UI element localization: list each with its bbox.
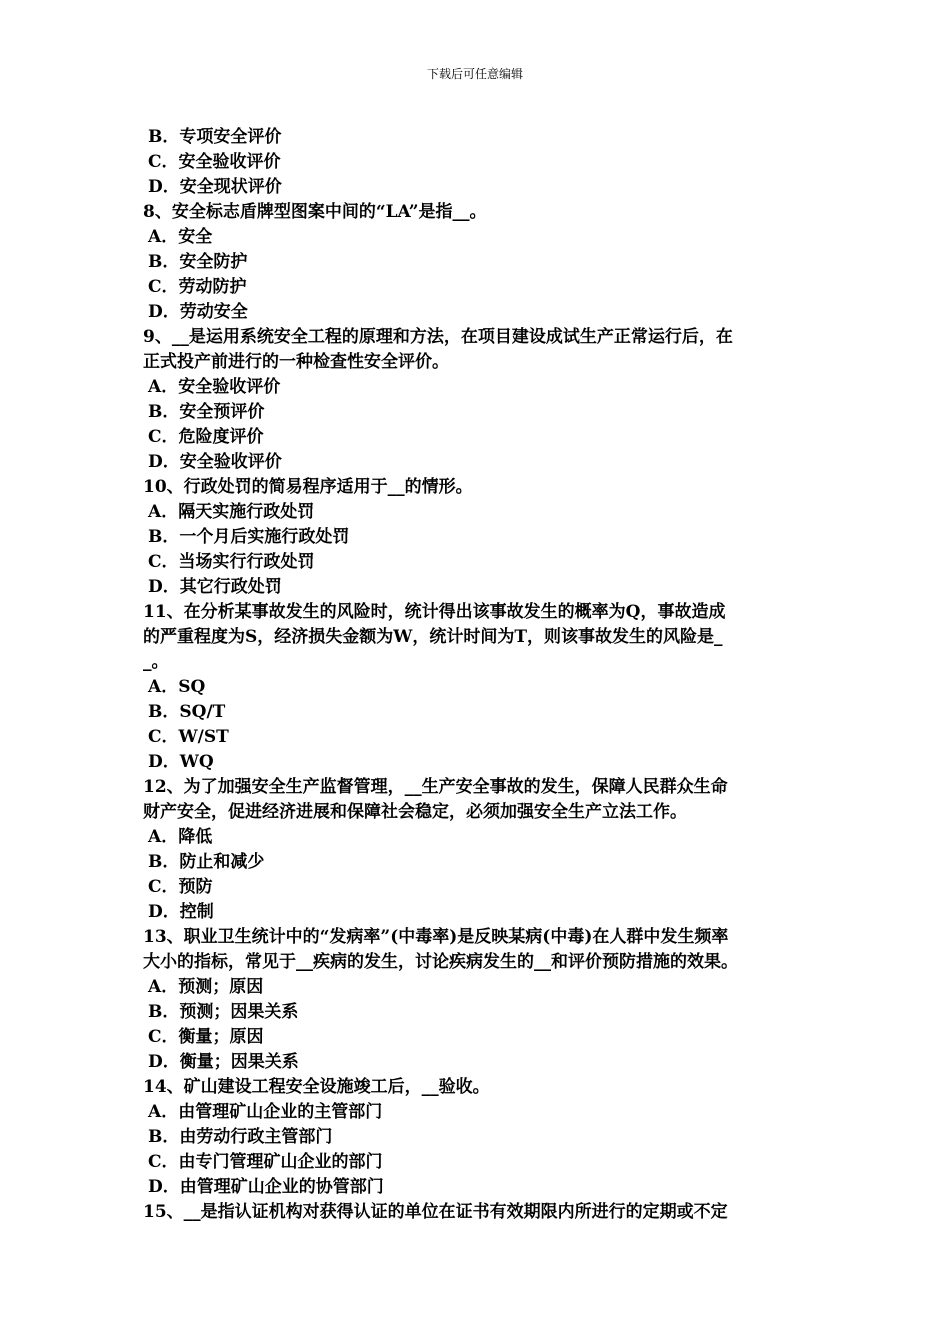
answer-option: C．当场实行行政处罚 <box>148 552 315 572</box>
question-text: 15、__是指认证机构对获得认证的单位在证书有效期限内所进行的定期或不定 <box>143 1202 728 1222</box>
answer-option: C．安全验收评价 <box>148 152 281 172</box>
question-text: 财产安全，促进经济进展和保障社会稳定，必须加强安全生产立法工作。 <box>143 802 687 822</box>
question-text: 大小的指标，常见于__疾病的发生，讨论疾病发生的__和评价预防措施的效果。 <box>143 952 738 972</box>
question-text: 10、行政处罚的简易程序适用于__的情形。 <box>143 477 473 497</box>
answer-option: B．预测；因果关系 <box>148 1002 299 1022</box>
answer-option: A．SQ <box>148 677 206 697</box>
question-text: 13、职业卫生统计中的“发病率”(中毒率)是反映某病(中毒)在人群中发生频率 <box>143 927 729 947</box>
question-text: 12、为了加强安全生产监督管理，__生产安全事故的发生，保障人民群众生命 <box>143 777 728 797</box>
question-text: _。 <box>143 652 169 672</box>
question-text: 9、__是运用系统安全工程的原理和方法，在项目建设成试生产正常运行后，在 <box>143 327 733 347</box>
answer-option: B．安全防护 <box>148 252 248 272</box>
answer-option: D．衡量；因果关系 <box>148 1052 299 1072</box>
question-text: 的严重程度为S，经济损失金额为W，统计时间为T，则该事故发生的风险是_ <box>143 627 723 647</box>
answer-option: C．危险度评价 <box>148 427 264 447</box>
page-header: 下载后可任意编辑 <box>426 67 523 81</box>
answer-option: A．隔天实施行政处罚 <box>148 502 315 522</box>
answer-option: A．安全 <box>148 227 213 247</box>
answer-option: B．一个月后实施行政处罚 <box>148 527 350 547</box>
answer-option: D．控制 <box>148 902 214 922</box>
answer-option: D．WQ <box>148 752 214 772</box>
answer-option: C．劳动防护 <box>148 277 247 297</box>
answer-option: D．安全现状评价 <box>148 177 282 197</box>
answer-option: B．安全预评价 <box>148 402 265 422</box>
answer-option: B．防止和减少 <box>148 852 265 872</box>
answer-option: D．由管理矿山企业的协管部门 <box>148 1177 384 1197</box>
question-text: 14、矿山建设工程安全设施竣工后，__验收。 <box>143 1077 490 1097</box>
answer-option: B．SQ/T <box>148 702 226 722</box>
answer-option: C．W/ST <box>148 727 229 747</box>
answer-option: C．预防 <box>148 877 213 897</box>
answer-option: C．由专门管理矿山企业的部门 <box>148 1152 383 1172</box>
answer-option: A．降低 <box>148 827 213 847</box>
answer-option: D．安全验收评价 <box>148 452 282 472</box>
answer-option: A．安全验收评价 <box>148 377 281 397</box>
answer-option: A．由管理矿山企业的主管部门 <box>148 1102 383 1122</box>
answer-option: D．其它行政处罚 <box>148 577 282 597</box>
question-text: 正式投产前进行的一种检查性安全评价。 <box>143 352 449 372</box>
answer-option: A．预测；原因 <box>148 977 264 997</box>
question-text: 11、在分析某事故发生的风险时，统计得出该事故发生的概率为Q，事故造成 <box>143 602 726 622</box>
document-body <box>143 125 810 1225</box>
answer-option: C．衡量；原因 <box>148 1027 264 1047</box>
answer-option: D．劳动安全 <box>148 302 248 322</box>
question-text: 8、安全标志盾牌型图案中间的“LA”是指__。 <box>143 202 487 222</box>
answer-option: B．由劳动行政主管部门 <box>148 1127 333 1147</box>
answer-option: B．专项安全评价 <box>148 127 282 147</box>
